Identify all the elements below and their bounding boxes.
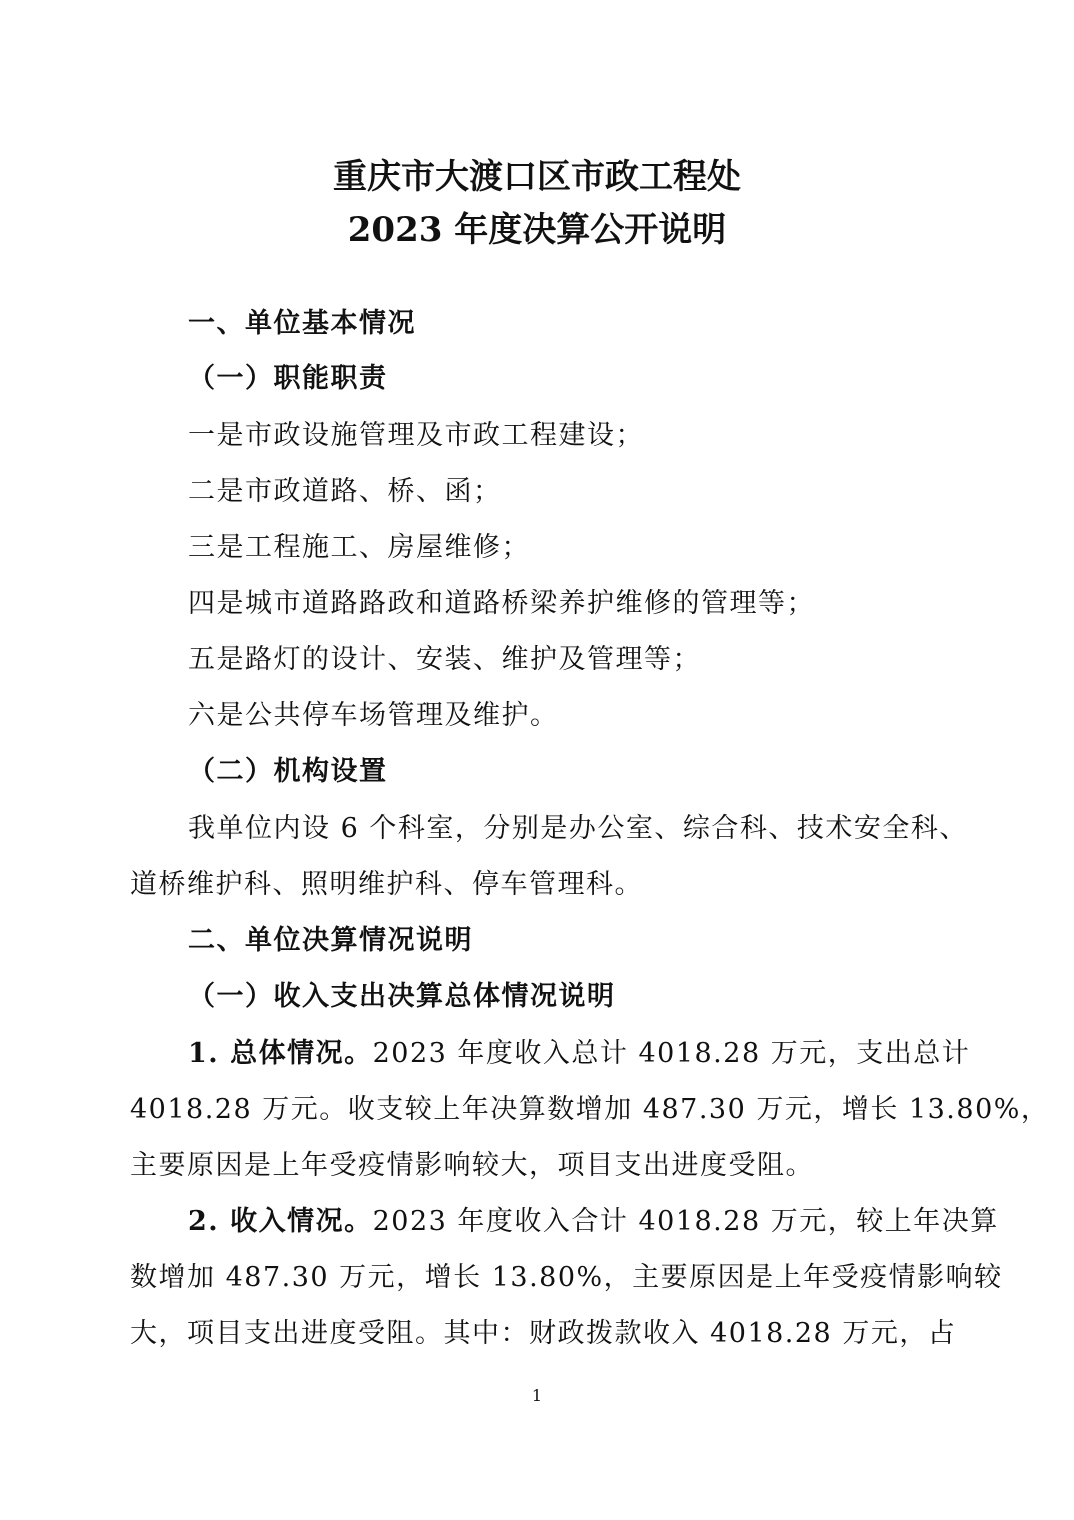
subsection-heading: （一）职能职责 — [188, 363, 388, 394]
paragraph-label: 1. 总体情况。 — [188, 1038, 373, 1069]
duty-item: 五是路灯的设计、安装、维护及管理等； — [188, 644, 701, 675]
duty-item: 三是工程施工、房屋维修； — [188, 532, 530, 563]
title-line-2: 2023 年度决算公开说明 — [347, 210, 727, 250]
title-line-1: 重庆市大渡口区市政工程处 — [333, 157, 741, 197]
paragraph-line — [188, 1040, 970, 1067]
paragraph-line: 大，项目支出进度受阻。其中：财政拨款收入 4018.28 万元，占 — [130, 1318, 957, 1349]
subsection-heading: （二）机构设置 — [188, 756, 388, 787]
duty-item: 二是市政道路、桥、函； — [188, 476, 502, 507]
subsection-heading: （一）收入支出决算总体情况说明 — [188, 981, 616, 1012]
duty-item: 一是市政设施管理及市政工程建设； — [188, 420, 644, 451]
section-heading: 一、单位基本情况 — [188, 308, 416, 339]
paragraph-label: 2. 收入情况。 — [188, 1206, 373, 1237]
duty-item: 四是城市道路路政和道路桥梁养护维修的管理等； — [188, 588, 815, 619]
paragraph-line — [188, 1208, 999, 1235]
paragraph-line: 主要原因是上年受疫情影响较大，项目支出进度受阻。 — [130, 1150, 814, 1181]
duty-item: 六是公共停车场管理及维护。 — [188, 700, 559, 731]
paragraph-line: 4018.28 万元。收支较上年决算数增加 487.30 万元，增长 13.80%， — [130, 1094, 1050, 1125]
paragraph-line: 我单位内设 6 个科室，分别是办公室、综合科、技术安全科、 — [188, 813, 968, 844]
paragraph-line: 数增加 487.30 万元，增长 13.80%，主要原因是上年受疫情影响较 — [130, 1262, 1003, 1293]
section-heading: 二、单位决算情况说明 — [188, 925, 473, 956]
paragraph-line: 道桥维护科、照明维护科、停车管理科。 — [130, 869, 643, 900]
paragraph-text: 2023 年度收入总计 4018.28 万元，支出总计 — [372, 1038, 971, 1069]
paragraph-text: 2023 年度收入合计 4018.28 万元，较上年决算 — [372, 1206, 999, 1237]
page-number: 1 — [531, 1386, 543, 1405]
